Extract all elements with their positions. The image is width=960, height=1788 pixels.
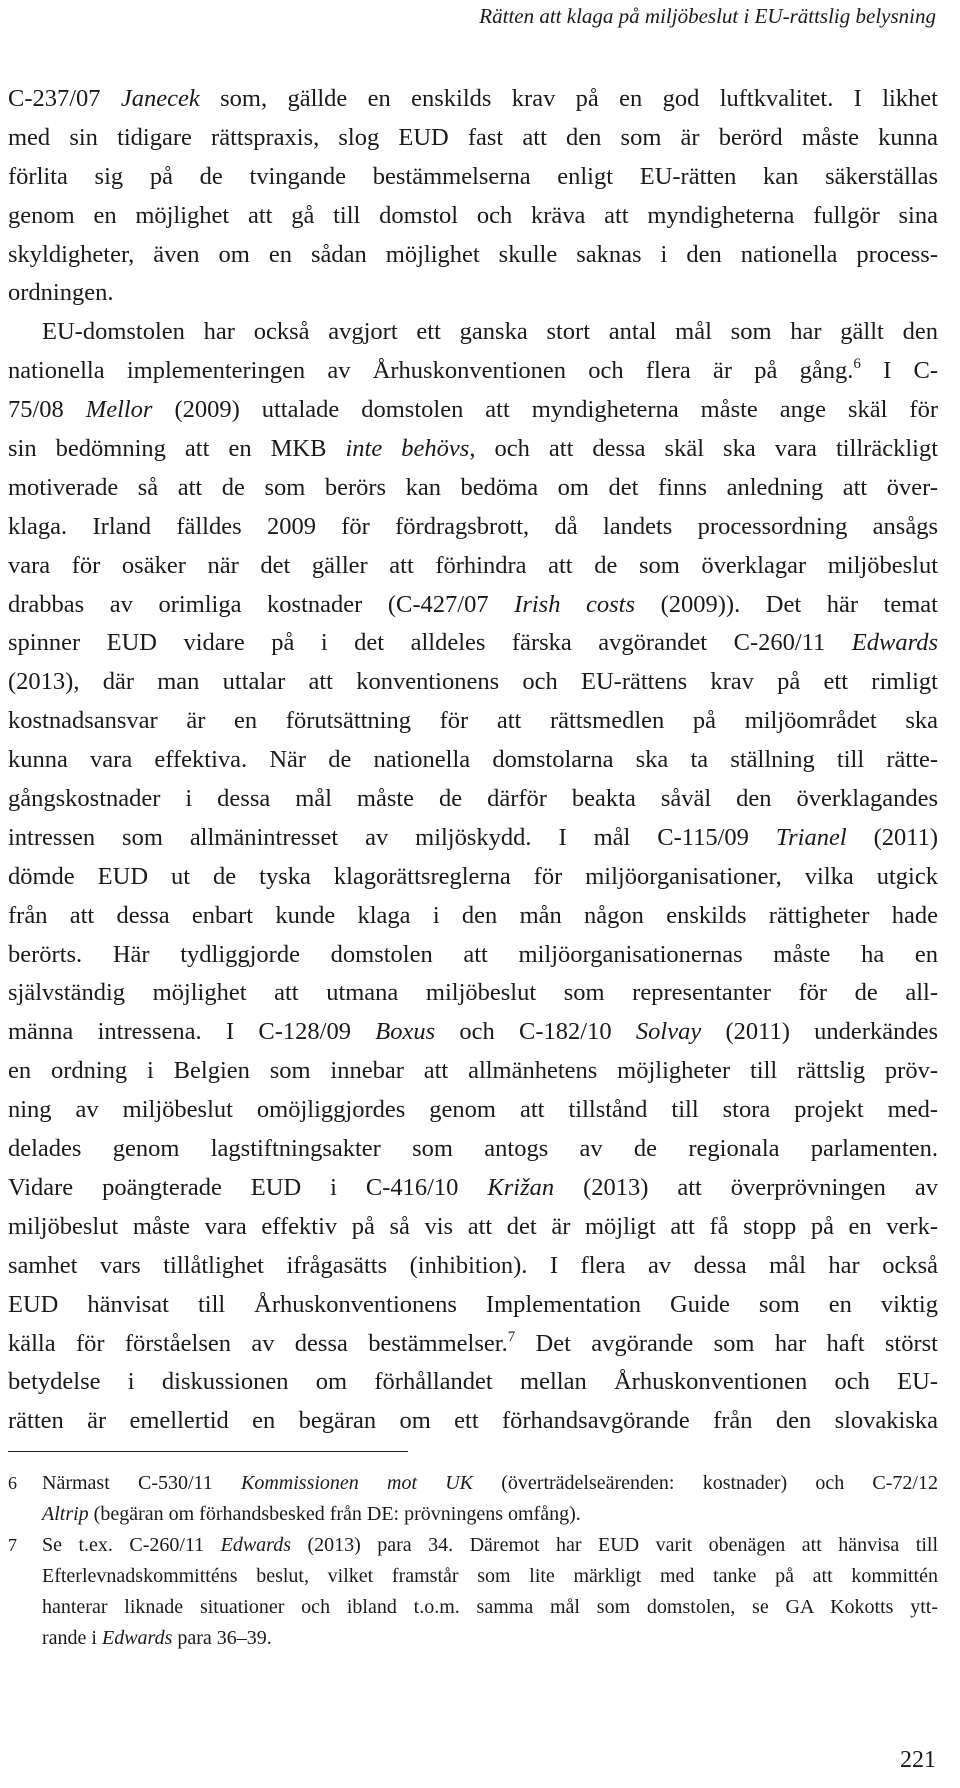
- text-run: samhet vars tillåtlighet ifrågasätts (inhibition). I flera av dessa mål har också: [8, 1251, 938, 1279]
- text-run: (2009)). Det här temat: [635, 590, 938, 618]
- text-line: [8, 702, 938, 741]
- running-head: Rätten att klaga på miljöbeslut i EU-rättslig belysning: [479, 4, 936, 28]
- footnote-text: [42, 1530, 938, 1654]
- text-run: som, gällde en enskilds krav på en god luftkvalitet. I likhet: [199, 85, 938, 112]
- text-run: källa för förståelsen av dessa bestämmelser.: [8, 1329, 508, 1357]
- footnote-number: 6: [8, 1473, 17, 1493]
- text-run: (överträdelseärenden: kostnader) och C-72/12: [473, 1472, 938, 1494]
- text-line: [8, 1325, 938, 1364]
- text-run: Se t.ex. C-260/11: [42, 1534, 221, 1556]
- text-line: [8, 158, 938, 197]
- text-run: , och att dessa skäl ska vara tillräckligt: [469, 435, 938, 463]
- text-line: [8, 936, 938, 975]
- text-line: [8, 897, 938, 936]
- text-run: klaga. Irland fälldes 2009 för fördragsbrott, då landets processordning ansågs: [8, 512, 938, 540]
- text-line: [8, 274, 938, 313]
- footnote-line: [42, 1468, 938, 1499]
- text-line: [8, 586, 938, 625]
- text-run: (2011): [846, 823, 938, 851]
- italic-text: Trianel: [775, 823, 847, 851]
- text-line: [8, 1091, 938, 1130]
- text-run: (2013) para 34. Däremot har EUD varit obenägen att hänvisa till: [291, 1534, 938, 1556]
- text-line: [8, 391, 938, 430]
- text-run: Det avgörande som har haft störst: [515, 1329, 938, 1357]
- italic-text: Edwards: [101, 1627, 173, 1649]
- footnote-ref: 7: [507, 1328, 516, 1345]
- text-line: [8, 197, 938, 236]
- text-run: (2013), där man uttalar att konventionens och EU-rättens krav på ett rimligt: [8, 668, 938, 696]
- page-number: 221: [900, 1747, 936, 1773]
- text-run: skyldigheter, även om en sådan möjlighet skulle saknas i den nationella process-: [8, 240, 938, 268]
- text-run: ning av miljöbeslut omöjliggjordes genom att tillstånd till stora projekt med-: [8, 1096, 938, 1124]
- text-line: [8, 1208, 938, 1247]
- text-line: [8, 858, 938, 897]
- body-text: [8, 80, 938, 1441]
- text-run: förlita sig på de tvingande bestämmelserna enligt EU-rätten kan säkerställas: [8, 162, 938, 190]
- italic-text: Edwards: [220, 1534, 292, 1556]
- text-line: [8, 1286, 938, 1325]
- text-run: gångskostnader i dessa mål måste de därför beakta såväl den överklagandes: [8, 785, 938, 813]
- text-line: [8, 547, 938, 586]
- italic-text: Mellor: [85, 396, 153, 424]
- text-line: [8, 974, 938, 1013]
- text-run: med sin tidigare rättspraxis, slog EUD fast att den som är berörd måste kunna: [8, 123, 938, 151]
- text-run: nationella implementeringen av Århuskonventionen och flera är på gång.: [8, 357, 854, 385]
- text-run: rätten är emellertid en begäran om ett förhandsavgörande från den slovakiska: [8, 1407, 938, 1435]
- text-run: spinner EUD vidare på i det alldeles färska avgörandet C-260/11: [8, 629, 852, 657]
- text-line: [8, 469, 938, 508]
- footnote-line: [42, 1530, 938, 1561]
- text-line: [8, 508, 938, 547]
- text-line: [8, 1169, 938, 1208]
- italic-text: Križan: [487, 1173, 555, 1201]
- text-line: [8, 663, 938, 702]
- text-run: Vidare poängterade EUD i C-416/10: [8, 1173, 488, 1201]
- text-line: [8, 1402, 938, 1441]
- footnote-line: [42, 1623, 938, 1654]
- text-run: genom en möjlighet att gå till domstol och kräva att myndigheterna fullgör sina: [8, 201, 938, 229]
- text-run: C-237/07: [8, 85, 121, 112]
- text-run: intressen som allmänintresset av miljöskydd. I mål C-115/09: [8, 823, 776, 851]
- italic-text: Altrip: [42, 1503, 89, 1525]
- text-line: [8, 1130, 938, 1169]
- text-run: para 36–39.: [172, 1627, 272, 1649]
- text-line: [8, 1363, 938, 1402]
- footnote-separator: [8, 1451, 408, 1452]
- italic-text: Edwards: [851, 629, 938, 657]
- text-run: hanterar liknade situationer och ibland t.o.m. samma mål som domstolen, se GA Kokotts ytt-: [42, 1596, 938, 1618]
- text-run: rande i: [42, 1627, 102, 1649]
- text-line: [8, 80, 938, 119]
- text-line: [8, 352, 938, 391]
- footnote-number: 7: [8, 1535, 17, 1555]
- text-line: [8, 780, 938, 819]
- text-line: [8, 236, 938, 275]
- text-run: vara för osäker när det gäller att förhindra att de som överklagar miljöbeslut: [8, 551, 938, 579]
- text-run: drabbas av orimliga kostnader (C-427/07: [8, 590, 515, 618]
- text-run: motiverade så att de som berörs kan bedöma om det finns anledning att över-: [8, 473, 938, 501]
- text-line: [8, 1013, 938, 1052]
- footnotes: [8, 1468, 938, 1654]
- text-run: en ordning i Belgien som innebar att allmänhetens möjligheter till rättslig pröv-: [8, 1057, 938, 1085]
- text-run: I C-: [860, 357, 938, 385]
- text-line: [8, 1247, 938, 1286]
- footnote: [8, 1530, 938, 1654]
- italic-text: Irish costs: [514, 590, 636, 618]
- footnote-ref: 6: [853, 356, 861, 373]
- text-run: berörts. Här tydliggjorde domstolen att miljöorganisationernas måste ha en: [8, 940, 938, 968]
- footnote-line: [42, 1592, 938, 1623]
- italic-text: Boxus: [375, 1018, 436, 1046]
- text-run: (begäran om förhandsbesked från DE: prövningens omfång).: [88, 1503, 581, 1525]
- text-run: EUD hänvisat till Århuskonventionens Implementation Guide som en viktig: [8, 1290, 938, 1318]
- text-run: ordningen.: [8, 279, 114, 307]
- text-run: och C-182/10: [435, 1018, 636, 1046]
- italic-text: Solvay: [635, 1018, 702, 1046]
- text-run: EU-domstolen har också avgjort ett ganska stort antal mål som har gällt den: [42, 318, 938, 346]
- italic-text: Kommissionen mot UK: [241, 1472, 474, 1494]
- text-run: betydelse i diskussionen om förhållandet mellan Århuskonventionen och EU-: [8, 1368, 938, 1396]
- footnote: [8, 1468, 938, 1530]
- text-line: [8, 624, 938, 663]
- text-run: kostnadsansvar är en förutsättning för att rättsmedlen på miljöområdet ska: [8, 707, 938, 735]
- text-run: (2013) att överprövningen av: [554, 1173, 938, 1201]
- text-run: från att dessa enbart kunde klaga i den mån någon enskilds rättigheter hade: [8, 901, 938, 929]
- text-run: männa intressena. I C-128/09: [8, 1018, 376, 1046]
- text-line: [8, 741, 938, 780]
- text-run: 75/08: [8, 396, 86, 424]
- text-run: Efterlevnadskommitténs beslut, vilket framstår som lite märkligt med tanke på att kommittén: [42, 1565, 938, 1587]
- text-line: [8, 313, 938, 352]
- text-run: delades genom lagstiftningsakter som antogs av de regionala parlamenten.: [8, 1135, 938, 1163]
- text-run: sin bedömning att en MKB: [8, 435, 346, 463]
- text-line: [8, 430, 938, 469]
- text-run: Närmast C-530/11: [42, 1472, 242, 1494]
- italic-text: Janecek: [120, 85, 200, 112]
- footnote-line: [42, 1561, 938, 1592]
- text-run: miljöbeslut måste vara effektiv på så vis att det är möjligt att få stopp på en verk-: [8, 1212, 938, 1240]
- footnote-line: [42, 1499, 938, 1530]
- italic-text: inte behövs: [345, 435, 470, 463]
- text-run: (2009) uttalade domstolen att myndigheterna måste ange skäl för: [152, 396, 938, 424]
- text-run: (2011) underkändes: [701, 1018, 938, 1046]
- footnote-text: [42, 1468, 938, 1530]
- text-line: [8, 1052, 938, 1091]
- text-line: [8, 119, 938, 158]
- text-run: dömde EUD ut de tyska klagorättsreglerna för miljöorganisationer, vilka utgick: [8, 862, 938, 890]
- text-run: kunna vara effektiva. När de nationella domstolarna ska ta ställning till rätte-: [8, 746, 938, 774]
- text-line: [8, 819, 938, 858]
- text-run: självständig möjlighet att utmana miljöbeslut som representanter för de all-: [8, 979, 938, 1007]
